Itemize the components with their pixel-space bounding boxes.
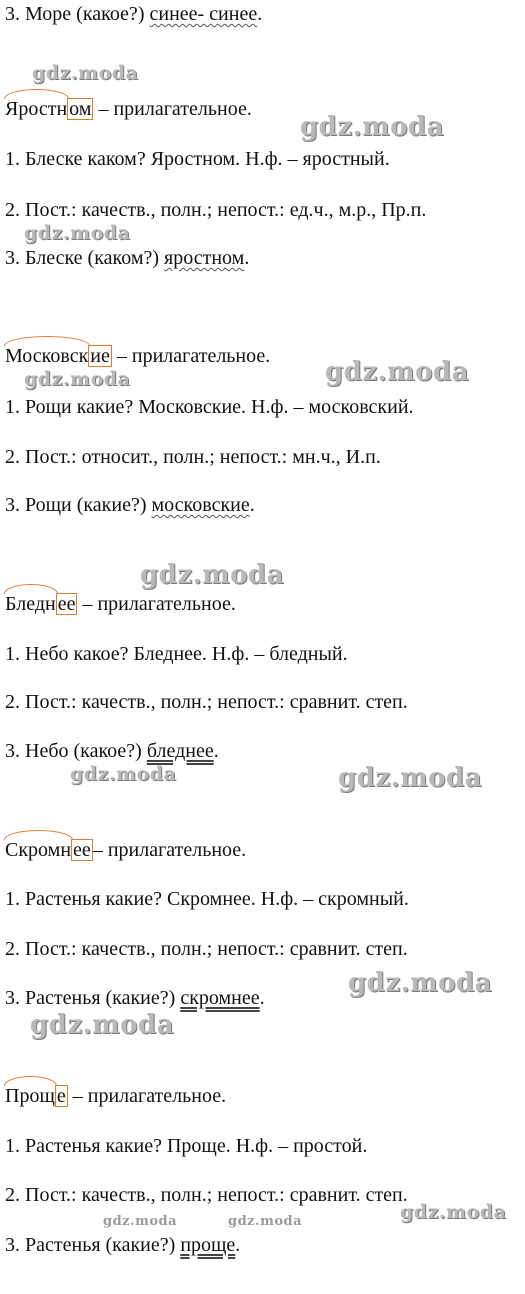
block-1-heading (5, 97, 252, 121)
watermark: gdz.moda (325, 357, 470, 387)
block-1-line-2: 2. Пост.: качеств., полн.; непост.: ед.ч., м.р., Пр.п. (5, 199, 427, 221)
watermark: gdz.moda (30, 1010, 175, 1040)
word-ending: ее (73, 839, 91, 861)
block-5-line-2: 2. Пост.: качеств., полн.; непост.: сравнит. степ. (5, 1184, 408, 1206)
block-3-line-1: 1. Небо какое? Бледнее. Н.ф. – бледный. (5, 643, 348, 665)
word-ending: ие (90, 345, 110, 367)
watermark: gdz.moda (140, 560, 285, 590)
word-stem: Прощ (5, 1085, 55, 1107)
top-line-suffix: . (257, 3, 263, 25)
block-5-heading (5, 1084, 226, 1108)
line3-suffix: . (244, 247, 250, 269)
block-3-heading (5, 592, 236, 616)
block-2-heading (5, 344, 270, 368)
block-5-line-1: 1. Растенья какие? Проще. Н.ф. – простой. (5, 1135, 368, 1157)
line3-suffix: . (259, 987, 265, 1009)
line3-answer: бледнее (146, 740, 214, 762)
heading-rest: – прилагательное. (77, 593, 236, 615)
watermark: gdz.moda (103, 1214, 178, 1229)
word-ending: ом (69, 98, 92, 120)
block-2-line-3 (5, 493, 255, 517)
watermark: gdz.moda (228, 1214, 303, 1229)
watermark: gdz.moda (32, 62, 139, 84)
word-stem: Яростн (5, 98, 68, 120)
line3-prefix: 3. Растенья (какие?) (5, 1234, 181, 1256)
line3-prefix: 3. Рощи (какие?) (5, 494, 152, 516)
top-line-answer: синее- синее (149, 3, 258, 25)
heading-rest: – прилагательное. (92, 839, 247, 861)
line3-prefix: 3. Небо (какое?) (5, 740, 147, 762)
word-ending: е (56, 1085, 66, 1107)
block-4-heading (5, 838, 246, 862)
heading-rest: – прилагательное. (111, 345, 271, 367)
watermark: gdz.moda (24, 368, 131, 390)
heading-rest: – прилагательное. (93, 98, 252, 120)
line3-answer: скромнее (180, 987, 260, 1009)
line3-suffix: . (213, 740, 219, 762)
block-4-line-1: 1. Растенья какие? Скромнее. Н.ф. – скромный. (5, 888, 409, 910)
block-5-line-3 (5, 1233, 240, 1257)
watermark: gdz.moda (348, 968, 493, 998)
line3-answer: московские (151, 494, 250, 516)
block-2-line-1: 1. Рощи какие? Московские. Н.ф. – московский. (5, 396, 414, 418)
word-ending: ее (57, 593, 76, 615)
block-4-line-2: 2. Пост.: качеств., полн.; непост.: сравнит. степ. (5, 938, 408, 960)
block-2-line-2: 2. Пост.: относит., полн.; непост.: мн.ч., И.п. (5, 446, 381, 468)
watermark: gdz.moda (24, 222, 131, 244)
word-stem: Бледн (5, 593, 56, 615)
line3-answer: проще (180, 1234, 236, 1256)
top-line-prefix: 3. Море (какое?) (5, 3, 150, 25)
watermark: gdz.moda (338, 763, 483, 793)
heading-rest: – прилагательное. (67, 1085, 227, 1107)
line3-prefix: 3. Блеске (каком?) (5, 247, 165, 269)
word-stem: Скромн (5, 839, 72, 861)
watermark: gdz.moda (300, 112, 445, 142)
block-4-line-3 (5, 986, 265, 1010)
line3-prefix: 3. Растенья (какие?) (5, 987, 181, 1009)
line3-suffix: . (235, 1234, 241, 1256)
block-3-line-2: 2. Пост.: качеств., полн.; непост.: сравнит. степ. (5, 691, 408, 713)
block-1-line-3 (5, 246, 249, 270)
line3-answer: яростном (164, 247, 245, 269)
block-3-line-3 (5, 739, 219, 763)
line3-suffix: . (249, 494, 255, 516)
watermark: gdz.moda (400, 1201, 507, 1223)
block-1-line-1: 1. Блеске каком? Яростном. Н.ф. – яростный. (5, 148, 390, 170)
word-stem: Московск (5, 345, 89, 367)
top-line (5, 2, 262, 26)
watermark: gdz.moda (70, 763, 177, 785)
